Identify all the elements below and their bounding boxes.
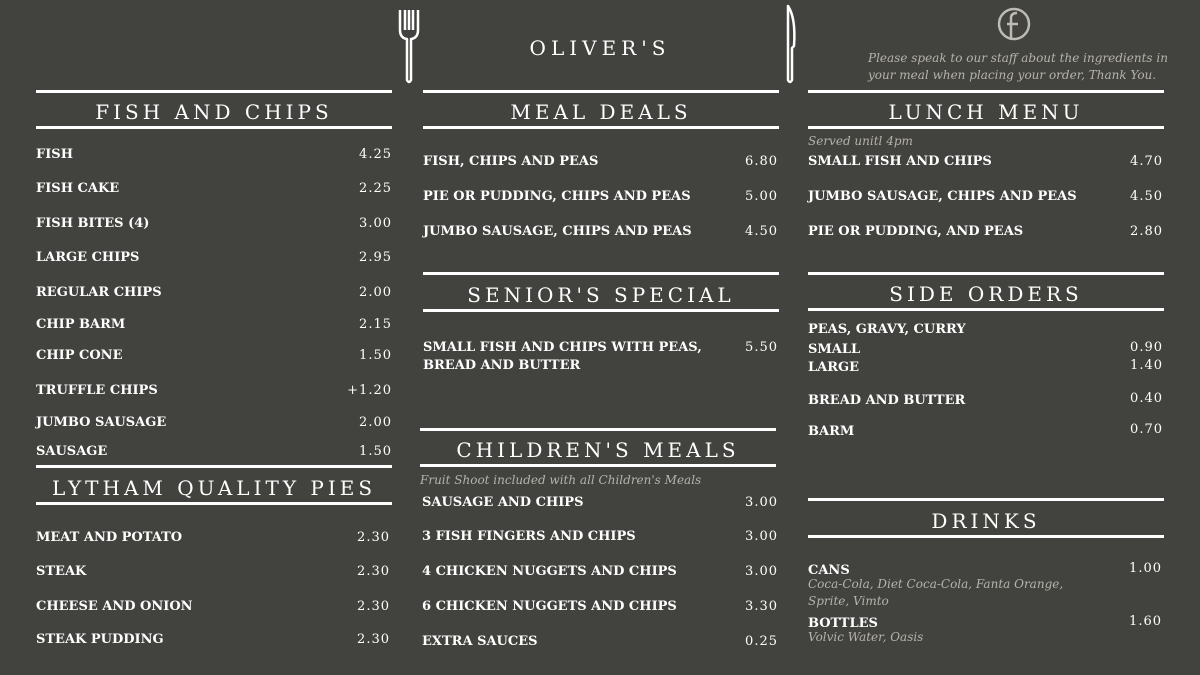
menu-item-name: FISH, CHIPS AND PEAS <box>423 154 599 169</box>
menu-item-name: 6 CHICKEN NUGGETS AND CHIPS <box>422 599 677 614</box>
menu-item-name: SMALL <box>808 342 861 357</box>
divider <box>420 428 776 431</box>
menu-item-price: 2.30 <box>357 599 390 614</box>
menu-item-price: 0.40 <box>1130 391 1163 406</box>
menu-item-price: 1.50 <box>359 444 392 459</box>
menu-item-price: 3.00 <box>745 564 778 579</box>
side-group-label: PEAS, GRAVY, CURRY <box>808 322 966 337</box>
menu-item-name: SMALL FISH AND CHIPS <box>808 154 992 169</box>
menu-item-price: 5.50 <box>745 340 778 355</box>
menu-item-name: 3 FISH FINGERS AND CHIPS <box>422 529 636 544</box>
menu-item-name: BARM <box>808 424 855 439</box>
menu-item-name: BREAD AND BUTTER <box>808 393 966 408</box>
divider <box>808 308 1164 311</box>
section-heading-senior: SENIOR'S SPECIAL <box>467 283 735 307</box>
menu-item-price: 0.25 <box>745 634 778 649</box>
section-heading-lunch: LUNCH MENU <box>888 100 1084 124</box>
menu-item-price: 4.50 <box>745 224 778 239</box>
divider <box>420 464 776 467</box>
allergen-notice: Please speak to our staff about the ingredients in your meal when placing your order, Thank You. <box>868 51 1168 82</box>
menu-item-name: LARGE CHIPS <box>36 250 140 265</box>
menu-item-name: CHIP CONE <box>36 348 123 363</box>
section-heading-sides: SIDE ORDERS <box>889 282 1083 306</box>
menu-item-name: JUMBO SAUSAGE, CHIPS AND PEAS <box>808 189 1077 204</box>
menu-item-price: 1.50 <box>359 348 392 363</box>
menu-item-price: 2.25 <box>359 181 392 196</box>
menu-item-name: EXTRA SAUCES <box>422 634 538 649</box>
menu-item-name: CANS <box>808 563 850 578</box>
menu-item-name: LARGE <box>808 360 860 375</box>
divider <box>36 502 392 505</box>
menu-item-name: BOTTLES <box>808 616 878 631</box>
divider <box>423 309 779 312</box>
menu-item-price: 1.00 <box>1129 561 1162 576</box>
menu-item-price: 3.30 <box>745 599 778 614</box>
divider <box>423 90 779 93</box>
section-heading-children: CHILDREN'S MEALS <box>456 438 740 462</box>
menu-item-name: MEAT AND POTATO <box>36 530 183 545</box>
menu-item-name: REGULAR CHIPS <box>36 285 162 300</box>
divider <box>808 498 1164 501</box>
menu-item-name: JUMBO SAUSAGE, CHIPS AND PEAS <box>423 224 692 239</box>
section-heading-fish-and-chips: FISH AND CHIPS <box>95 100 333 124</box>
menu-item-price: 2.30 <box>357 564 390 579</box>
menu-item-price: 3.00 <box>359 216 392 231</box>
menu-item-price: 0.70 <box>1130 422 1163 437</box>
menu-item-name: SAUSAGE <box>36 444 108 459</box>
menu-item-price: +1.20 <box>347 383 392 398</box>
menu-item-price: 2.15 <box>359 317 392 332</box>
menu-item-name: STEAK PUDDING <box>36 632 164 647</box>
menu-item-price: 2.80 <box>1130 224 1163 239</box>
menu-item-name: 4 CHICKEN NUGGETS AND CHIPS <box>422 564 677 579</box>
menu-item-price: 0.90 <box>1130 340 1163 355</box>
menu-item-price: 4.50 <box>1130 189 1163 204</box>
menu-item-name: STEAK <box>36 564 87 579</box>
divider <box>808 535 1164 538</box>
menu-item-name: FISH CAKE <box>36 181 120 196</box>
divider <box>36 126 392 129</box>
divider <box>808 272 1164 275</box>
menu-item-price: 3.00 <box>745 495 778 510</box>
divider <box>423 272 779 275</box>
menu-item-price: 2.30 <box>357 632 390 647</box>
menu-item-name: FISH BITES (4) <box>36 216 150 231</box>
section-heading-pies: LYTHAM QUALITY PIES <box>51 476 377 500</box>
divider <box>808 90 1164 93</box>
menu-item-price: 1.60 <box>1129 614 1162 629</box>
divider <box>423 126 779 129</box>
menu-item-name: FISH <box>36 147 73 162</box>
menu-item-name: CHEESE AND ONION <box>36 599 193 614</box>
section-heading-meal-deals: MEAL DEALS <box>510 100 692 124</box>
divider <box>808 126 1164 129</box>
menu-item-name: SAUSAGE AND CHIPS <box>422 495 584 510</box>
divider <box>36 465 392 468</box>
fork-icon <box>396 8 422 84</box>
menu-item-price: 1.40 <box>1130 358 1163 373</box>
section-note: Fruit Shoot included with all Children's Meals <box>420 473 702 487</box>
menu-item-price: 5.00 <box>745 189 778 204</box>
menu-item-price: 3.00 <box>745 529 778 544</box>
page-title: OLIVER'S <box>529 36 671 60</box>
menu-item-name: TRUFFLE CHIPS <box>36 383 158 398</box>
section-heading-drinks: DRINKS <box>931 509 1041 533</box>
menu-item-price: 6.80 <box>745 154 778 169</box>
divider <box>36 90 392 93</box>
knife-icon <box>780 4 800 84</box>
menu-item-name: PIE OR PUDDING, CHIPS AND PEAS <box>423 189 691 204</box>
menu-item-name: JUMBO SAUSAGE <box>36 415 167 430</box>
menu-item-name: PIE OR PUDDING, AND PEAS <box>808 224 1024 239</box>
menu-item-price: 4.25 <box>359 147 392 162</box>
menu-item-description: Coca-Cola, Diet Coca-Cola, Fanta Orange, Sprite, Vimto <box>808 577 1064 608</box>
menu-item-price: 4.70 <box>1130 154 1163 169</box>
menu-item-price: 2.00 <box>359 415 392 430</box>
logo-icon <box>996 4 1032 50</box>
menu-item-name: SMALL FISH AND CHIPS WITH PEAS, BREAD AND BUTTER <box>423 340 702 373</box>
menu-item-description: Volvic Water, Oasis <box>808 630 924 644</box>
menu-item-name: CHIP BARM <box>36 317 126 332</box>
menu-item-price: 2.30 <box>357 530 390 545</box>
menu-item-price: 2.95 <box>359 250 392 265</box>
menu-item-price: 2.00 <box>359 285 392 300</box>
section-note: Served unitl 4pm <box>808 134 913 148</box>
